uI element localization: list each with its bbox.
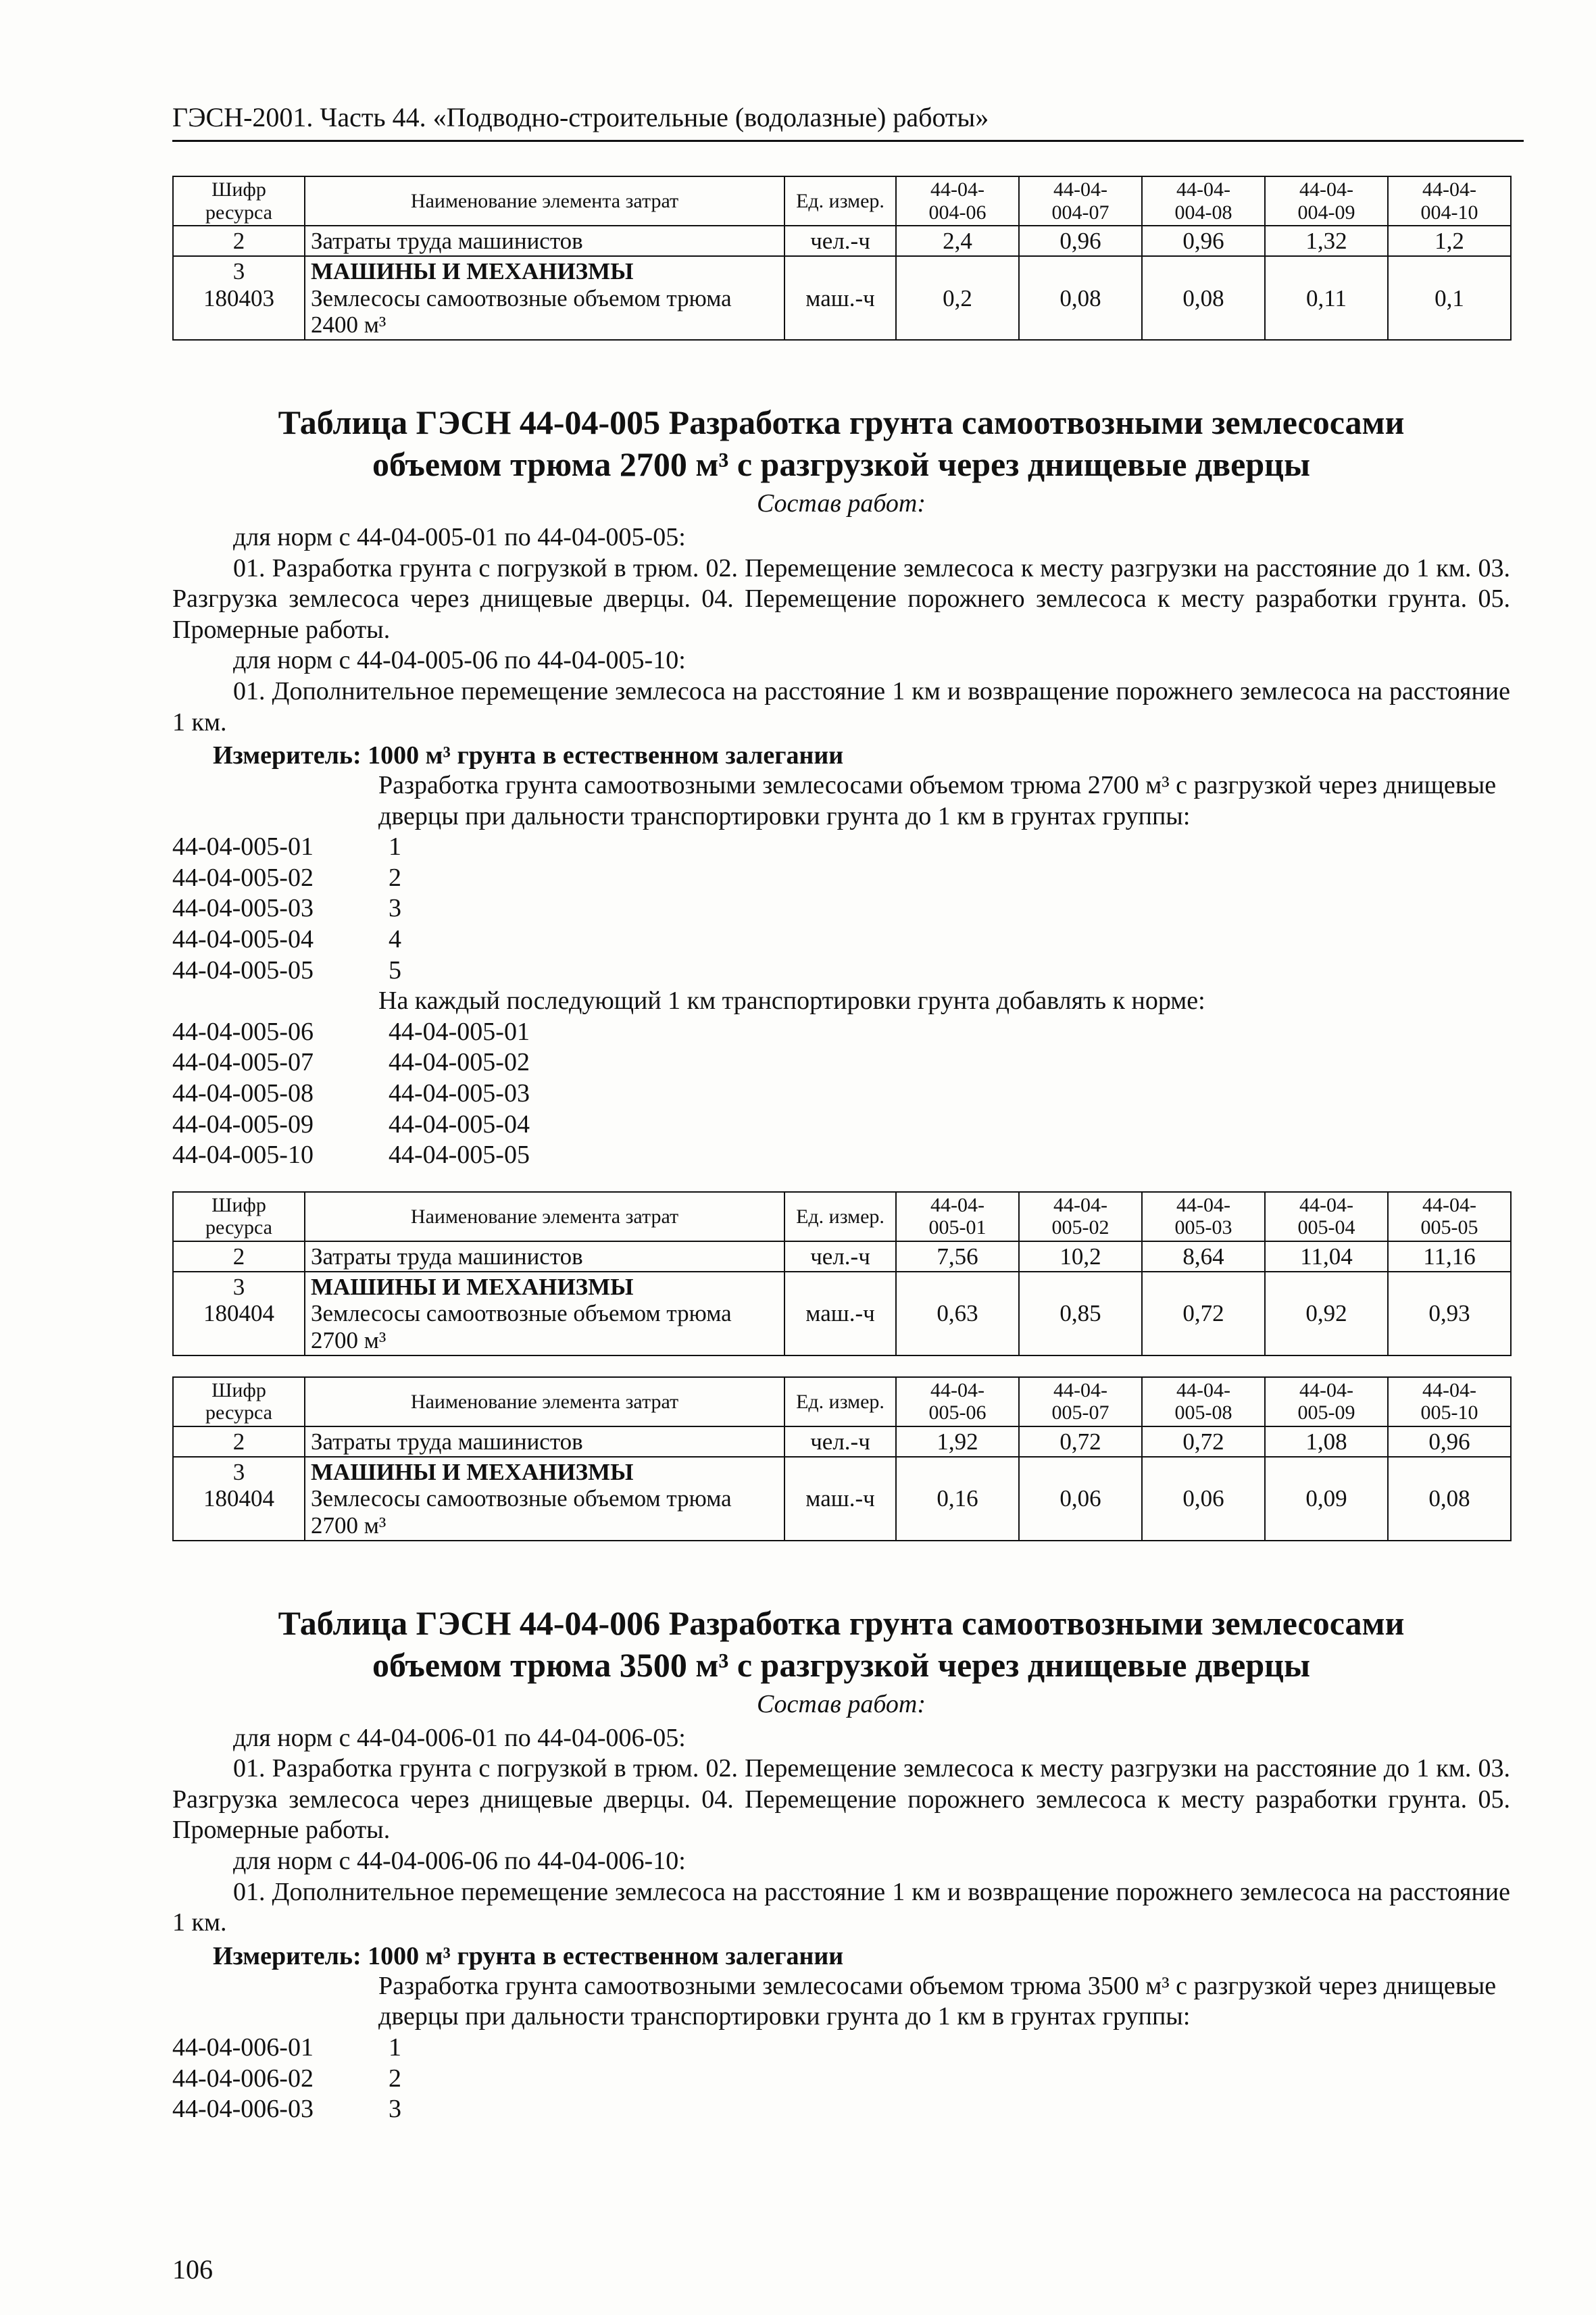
table-row <box>173 1272 1511 1355</box>
code-row <box>172 1017 1510 1048</box>
column-header-name: Наименование элемента затрат <box>305 1377 784 1426</box>
operations-list: 01. Дополнительное перемещение землесоса на расстояние 1 км и возвращение порожнего землесоса на расстояние 1 км. <box>172 676 1510 737</box>
header-text: 005-03 <box>1174 1216 1232 1239</box>
norm-code: 44-04-006-01 <box>172 2033 314 2062</box>
table-row <box>173 1457 1511 1541</box>
value-cell: 11,04 <box>1265 1241 1388 1272</box>
page-number: 106 <box>172 2254 213 2285</box>
unit-cell: чел.-ч <box>784 226 896 256</box>
value-cell: 0,2 <box>896 256 1019 340</box>
code-row <box>172 1110 1510 1141</box>
value-cell: 0,92 <box>1265 1272 1388 1355</box>
section-44-04-006 <box>172 1602 1510 2125</box>
header-text: 005-04 <box>1297 1216 1355 1239</box>
value-cell: 0,63 <box>896 1272 1019 1355</box>
column-header-norm <box>1019 1377 1142 1426</box>
column-header-norm <box>896 176 1019 226</box>
header-text: 005-10 <box>1420 1401 1478 1424</box>
header-text: 004-08 <box>1174 201 1232 224</box>
header-text: 44-04- <box>1422 178 1476 201</box>
header-text: 004-07 <box>1051 201 1109 224</box>
table-header-row <box>173 1377 1511 1426</box>
table-row <box>173 1241 1511 1272</box>
header-text: 004-06 <box>928 201 987 224</box>
code-row <box>172 2064 1510 2095</box>
machine-name: Землесосы самоотвозные объемом трюма <box>311 284 732 312</box>
group-code: 3 <box>232 1274 245 1301</box>
operations-list: 01. Разработка грунта с погрузкой в трюм. 02. Перемещение землесоса к месту разгрузки на расстояние до 1 км. 03. Разгрузка землесоса через днищевые дверцы. 04. Перемещение порожнего землесоса к месту разработки грунта. 05. Промерные работы. <box>172 1754 1510 1845</box>
header-text: 44-04- <box>930 1193 984 1216</box>
table-row <box>173 256 1511 340</box>
value-cell: 0,93 <box>1388 1272 1511 1355</box>
cost-element-name <box>305 1457 784 1541</box>
value-cell: 10,2 <box>1019 1241 1142 1272</box>
table-row <box>173 1426 1511 1457</box>
page <box>172 101 1510 2125</box>
table-header-row <box>173 1192 1511 1241</box>
unit-cell: маш.-ч <box>784 256 896 340</box>
code-row <box>172 1047 1510 1078</box>
code-row <box>172 1140 1510 1171</box>
additional-norm-list <box>172 1017 1510 1171</box>
code-row <box>172 2094 1510 2125</box>
column-header-norm <box>1142 176 1265 226</box>
norm-value: 5 <box>389 955 401 985</box>
value-cell: 1,2 <box>1388 226 1511 256</box>
header-text: 005-06 <box>928 1401 987 1424</box>
norm-table <box>172 1376 1512 1541</box>
norm-value: 1 <box>389 832 401 862</box>
column-header-code <box>173 1377 305 1426</box>
code-row <box>172 2033 1510 2064</box>
norm-description: Разработка грунта самоотвозными землесосами объемом трюма 3500 м³ с разгрузкой через днищевые дверцы при дальности транспортировки грунта до 1 км в грунтах группы: <box>378 1971 1497 2031</box>
value-cell: 7,56 <box>896 1241 1019 1272</box>
resource-code: 2 <box>173 226 305 256</box>
machine-code: 180404 <box>203 1485 274 1512</box>
value-cell: 0,08 <box>1388 1457 1511 1541</box>
resource-code <box>173 256 305 340</box>
value-cell: 0,96 <box>1142 226 1265 256</box>
header-text: 005-07 <box>1051 1401 1109 1424</box>
unit-cell: маш.-ч <box>784 1272 896 1355</box>
norm-range: для норм с 44-04-006-01 по 44-04-006-05: <box>233 1723 686 1752</box>
norm-table-44-04-005-06-10 <box>172 1376 1510 1541</box>
group-code: 3 <box>232 258 245 285</box>
value-cell: 0,11 <box>1265 256 1388 340</box>
header-text: ресурса <box>205 1216 272 1239</box>
section-title: Таблица ГЭСН 44-04-005 Разработка грунта самоотвозными землесосами объемом трюма 2700 м³ с разгрузкой через днищевые дверцы <box>278 403 1405 484</box>
norm-code: 44-04-005-01 <box>172 832 314 862</box>
column-header-code <box>173 176 305 226</box>
norm-value: 4 <box>389 925 401 954</box>
column-header-norm <box>1265 1192 1388 1241</box>
table-header-row <box>173 176 1511 226</box>
norm-value: 3 <box>389 894 401 923</box>
norm-code: 44-04-005-10 <box>172 1141 314 1170</box>
value-cell: 0,1 <box>1388 256 1511 340</box>
value-cell: 2,4 <box>896 226 1019 256</box>
header-text: Шифр <box>211 1378 266 1401</box>
operations-list: 01. Разработка грунта с погрузкой в трюм. 02. Перемещение землесоса к месту разгрузки на расстояние до 1 км. 03. Разгрузка землесоса через днищевые дверцы. 04. Перемещение порожнего землесоса к месту разработки грунта. 05. Промерные работы. <box>172 553 1510 644</box>
header-text: Шифр <box>211 1193 266 1216</box>
value-cell: 0,06 <box>1142 1457 1265 1541</box>
resource-code: 2 <box>173 1241 305 1272</box>
header-text: 005-09 <box>1297 1401 1355 1424</box>
value-cell: 1,92 <box>896 1426 1019 1457</box>
group-code: 3 <box>232 1459 245 1486</box>
code-row <box>172 924 1510 955</box>
norm-value: 44-04-005-03 <box>389 1079 530 1108</box>
norm-code: 44-04-005-03 <box>172 894 314 923</box>
table-row <box>173 226 1511 256</box>
value-cell: 0,85 <box>1019 1272 1142 1355</box>
value-cell: 0,06 <box>1019 1457 1142 1541</box>
machine-name: 2400 м³ <box>311 311 386 338</box>
additional-distance-note: На каждый последующий 1 км транспортировки грунта добавлять к норме: <box>378 987 1205 1016</box>
header-text: 004-10 <box>1420 201 1478 224</box>
norm-range: для норм с 44-04-005-06 по 44-04-005-10: <box>233 646 686 675</box>
column-header-name: Наименование элемента затрат <box>305 1192 784 1241</box>
column-header-norm <box>896 1377 1019 1426</box>
header-text: 44-04- <box>1053 1378 1107 1401</box>
norm-value: 2 <box>389 863 401 892</box>
norm-table <box>172 176 1512 341</box>
cost-element-name <box>305 256 784 340</box>
value-cell: 11,16 <box>1388 1241 1511 1272</box>
header-text: Шифр <box>211 178 266 201</box>
value-cell: 1,08 <box>1265 1426 1388 1457</box>
norm-value: 44-04-005-04 <box>389 1110 530 1139</box>
header-text: 44-04- <box>1299 1378 1353 1401</box>
code-row <box>172 1078 1510 1110</box>
norm-table-44-04-004-continued <box>172 176 1510 341</box>
header-text: 44-04- <box>1299 1193 1353 1216</box>
norm-range: для норм с 44-04-005-01 по 44-04-005-05: <box>233 522 686 551</box>
norm-value: 1 <box>389 2033 401 2062</box>
column-header-name: Наименование элемента затрат <box>305 176 784 226</box>
group-heading: МАШИНЫ И МЕХАНИЗМЫ <box>311 1459 634 1486</box>
code-row <box>172 955 1510 987</box>
column-header-norm <box>1388 1377 1511 1426</box>
code-row <box>172 863 1510 894</box>
column-header-norm <box>1388 1192 1511 1241</box>
column-header-unit: Ед. измер. <box>784 1192 896 1241</box>
header-text: ресурса <box>205 1401 272 1424</box>
column-header-unit: Ед. измер. <box>784 176 896 226</box>
column-header-norm <box>1388 176 1511 226</box>
code-row <box>172 893 1510 924</box>
value-cell: 0,16 <box>896 1457 1019 1541</box>
column-header-norm <box>896 1192 1019 1241</box>
machine-name: Землесосы самоотвозные объемом трюма <box>311 1485 732 1512</box>
machine-name: Землесосы самоотвозные объемом трюма <box>311 1300 732 1327</box>
header-text: 005-01 <box>928 1216 987 1239</box>
group-heading: МАШИНЫ И МЕХАНИЗМЫ <box>311 258 634 285</box>
group-heading: МАШИНЫ И МЕХАНИЗМЫ <box>311 1274 634 1301</box>
machine-name: 2700 м³ <box>311 1512 386 1539</box>
norm-code: 44-04-005-09 <box>172 1110 314 1139</box>
header-text: 44-04- <box>1176 178 1230 201</box>
column-header-norm <box>1142 1377 1265 1426</box>
norm-code: 44-04-005-08 <box>172 1079 314 1108</box>
norm-code: 44-04-006-03 <box>172 2095 314 2124</box>
operations-list: 01. Дополнительное перемещение землесоса на расстояние 1 км и возвращение порожнего землесоса на расстояние 1 км. <box>172 1877 1510 1937</box>
header-text: 005-02 <box>1051 1216 1109 1239</box>
norm-range: для норм с 44-04-006-06 по 44-04-006-10: <box>233 1847 686 1876</box>
column-header-norm <box>1265 1377 1388 1426</box>
norm-code: 44-04-005-02 <box>172 863 314 892</box>
norm-value: 44-04-005-01 <box>389 1017 530 1046</box>
header-text: ресурса <box>205 201 272 224</box>
machine-code: 180404 <box>203 1300 274 1327</box>
section-44-04-005 <box>172 401 1510 1541</box>
column-header-code <box>173 1192 305 1241</box>
norm-code: 44-04-006-02 <box>172 2064 314 2093</box>
header-text: 44-04- <box>1053 1193 1107 1216</box>
header-text: 44-04- <box>1053 178 1107 201</box>
value-cell: 0,96 <box>1019 226 1142 256</box>
measurement-unit: Измеритель: 1000 м³ грунта в естественном залегании <box>213 1941 844 1970</box>
norm-table-44-04-005-01-05 <box>172 1191 1510 1356</box>
column-header-norm <box>1019 1192 1142 1241</box>
norm-code: 44-04-005-07 <box>172 1048 314 1077</box>
header-text: 44-04- <box>1422 1193 1476 1216</box>
norm-table <box>172 1191 1512 1356</box>
code-row <box>172 832 1510 863</box>
value-cell: 8,64 <box>1142 1241 1265 1272</box>
norm-description: Разработка грунта самоотвозными землесосами объемом трюма 2700 м³ с разгрузкой через днищевые дверцы при дальности транспортировки грунта до 1 км в грунтах группы: <box>378 771 1497 830</box>
norm-value: 44-04-005-02 <box>389 1048 530 1077</box>
header-text: 004-09 <box>1297 201 1355 224</box>
value-cell: 0,96 <box>1388 1426 1511 1457</box>
value-cell: 0,08 <box>1019 256 1142 340</box>
value-cell: 0,72 <box>1142 1272 1265 1355</box>
norm-code: 44-04-005-04 <box>172 925 314 954</box>
norm-value: 44-04-005-05 <box>389 1141 530 1170</box>
resource-code: 2 <box>173 1426 305 1457</box>
header-text: 005-08 <box>1174 1401 1232 1424</box>
value-cell: 0,09 <box>1265 1457 1388 1541</box>
resource-code <box>173 1457 305 1541</box>
soil-group-list <box>172 2033 1510 2125</box>
header-text: 44-04- <box>930 1378 984 1401</box>
norm-code: 44-04-005-05 <box>172 955 314 985</box>
measurement-unit: Измеритель: 1000 м³ грунта в естественном залегании <box>213 741 844 770</box>
unit-cell: чел.-ч <box>784 1241 896 1272</box>
header-text: 44-04- <box>1422 1378 1476 1401</box>
header-text: 44-04- <box>1299 178 1353 201</box>
section-title: Таблица ГЭСН 44-04-006 Разработка грунта самоотвозными землесосами объемом трюма 3500 м³ с разгрузкой через днищевые дверцы <box>278 1603 1405 1685</box>
column-header-norm <box>1019 176 1142 226</box>
norm-value: 2 <box>389 2064 401 2093</box>
norm-value: 3 <box>389 2095 401 2124</box>
header-text: 44-04- <box>1176 1193 1230 1216</box>
running-header: ГЭСН-2001. Часть 44. «Подводно-строительные (водолазные) работы» <box>172 101 1524 142</box>
header-text: 005-05 <box>1420 1216 1478 1239</box>
cost-element-name: Затраты труда машинистов <box>305 226 784 256</box>
composition-label: Состав работ: <box>756 1689 926 1718</box>
soil-group-list <box>172 832 1510 986</box>
column-header-norm <box>1142 1192 1265 1241</box>
cost-element-name <box>305 1272 784 1355</box>
norm-code: 44-04-005-06 <box>172 1017 314 1046</box>
value-cell: 0,72 <box>1019 1426 1142 1457</box>
unit-cell: маш.-ч <box>784 1457 896 1541</box>
value-cell: 1,32 <box>1265 226 1388 256</box>
machine-name: 2700 м³ <box>311 1326 386 1353</box>
header-text: 44-04- <box>930 178 984 201</box>
composition-label: Состав работ: <box>756 489 926 518</box>
cost-element-name: Затраты труда машинистов <box>305 1426 784 1457</box>
column-header-unit: Ед. измер. <box>784 1377 896 1426</box>
cost-element-name: Затраты труда машинистов <box>305 1241 784 1272</box>
resource-code <box>173 1272 305 1355</box>
machine-code: 180403 <box>203 284 274 312</box>
column-header-norm <box>1265 176 1388 226</box>
unit-cell: чел.-ч <box>784 1426 896 1457</box>
value-cell: 0,08 <box>1142 256 1265 340</box>
value-cell: 0,72 <box>1142 1426 1265 1457</box>
header-text: 44-04- <box>1176 1378 1230 1401</box>
